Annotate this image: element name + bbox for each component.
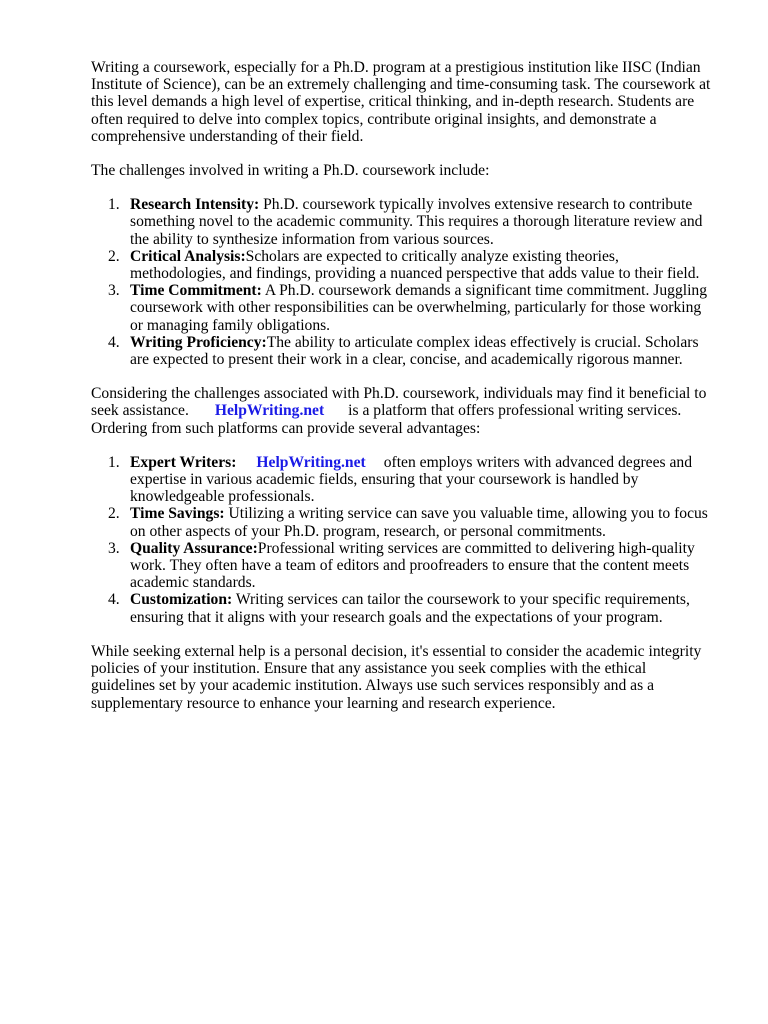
list-item	[91, 282, 711, 334]
helpwriting-link[interactable]: HelpWriting.net	[214, 402, 325, 420]
list-text: Professional writing services are committed to delivering high-quality work. They often have a team of editors and proofreaders to ensure that the content meets academic standards.	[130, 539, 695, 592]
list-text: Writing services can tailor the coursework to your specific requirements, ensuring that it aligns with your research goals and the expectations of your program.	[130, 591, 690, 626]
list-number: 1.	[108, 196, 120, 214]
list-text: Scholars are expected to critically analyze existing theories, methodologies, and findings, providing a nuanced perspective that adds value to their field.	[130, 247, 700, 283]
list-text: Utilizing a writing service can save you valuable time, allowing you to focus on other aspects of your Ph.D. program, research, or personal commitments.	[130, 505, 708, 540]
intro-paragraph: Writing a coursework, especially for a Ph.D. program at a prestigious institution like IISC (Indian Institute of Science), can be an extremely challenging and time-consuming task. The coursework at this level demands a high level of expertise, critical thinking, and in-depth research. Students are often required to delve into complex topics, contribute original insights, and demonstrate a comprehensive understanding of their field.	[91, 59, 711, 145]
list-term: Time Savings:	[130, 505, 225, 523]
list-item	[91, 334, 711, 368]
list-text: often employs writers with advanced degrees and expertise in various academic fields, ensuring that your coursework is handled by knowledgeable professionals.	[130, 453, 693, 506]
list-text: Ph.D. coursework typically involves extensive research to contribute something novel to the academic community. This requires a thorough literature review and the ability to synthesize information from various sources.	[130, 196, 703, 248]
list-number: 2.	[108, 505, 120, 523]
list-item	[91, 591, 711, 625]
list-term: Quality Assurance:	[130, 539, 258, 557]
assistance-text-before: Considering the challenges associated with Ph.D. coursework, individuals may find it beneficial to seek assistance.	[91, 385, 707, 420]
assistance-paragraph	[91, 385, 711, 437]
list-number: 4.	[108, 591, 120, 609]
list-term: Expert Writers:	[130, 453, 237, 471]
list-number: 3.	[108, 282, 120, 300]
list-number: 1.	[108, 453, 120, 471]
list-item	[91, 454, 711, 506]
advantages-list	[91, 454, 711, 626]
list-term: Writing Proficiency:	[130, 333, 267, 351]
list-item	[91, 196, 711, 248]
document-page	[91, 59, 711, 712]
list-text: A Ph.D. coursework demands a significant time commitment. Juggling coursework with other responsibilities can be overwhelming, particularly for those working or managing family obligations.	[130, 282, 708, 334]
list-term: Critical Analysis:	[130, 247, 246, 265]
list-item	[91, 505, 711, 539]
list-text: The ability to articulate complex ideas effectively is crucial. Scholars are expected to present their work in a clear, concise, and academically rigorous manner.	[130, 333, 699, 369]
list-item	[91, 248, 711, 282]
challenges-list	[91, 196, 711, 368]
challenges-intro: The challenges involved in writing a Ph.D. coursework include:	[91, 162, 490, 180]
list-number: 2.	[108, 247, 120, 265]
list-term: Time Commitment:	[130, 282, 262, 300]
list-item	[91, 540, 711, 592]
list-term: Customization:	[130, 591, 233, 609]
list-term: Research Intensity:	[130, 196, 260, 214]
list-number: 3.	[108, 539, 120, 557]
closing-paragraph: While seeking external help is a personal decision, it's essential to consider the academic integrity policies of your institution. Ensure that any assistance you seek complies with the ethical guidelines set by your academic institution. Always use such services responsibly and as a supplementary resource to enhance your learning and research experience.	[91, 642, 702, 712]
list-number: 4.	[108, 333, 120, 351]
assistance-text-after: is a platform that offers professional writing services. Ordering from such platforms can provide several advantages:	[91, 402, 682, 437]
helpwriting-link[interactable]: HelpWriting.net	[256, 453, 366, 471]
